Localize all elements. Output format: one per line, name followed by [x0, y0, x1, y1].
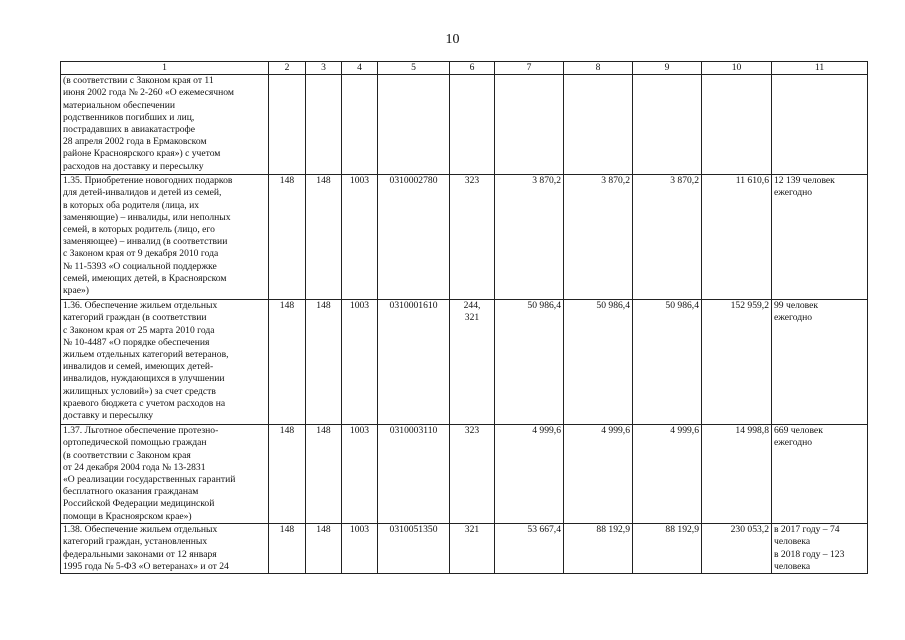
cell-target-article: 0310002780	[378, 175, 450, 300]
cell-result: 99 человек ежегодно	[772, 300, 868, 425]
table-row	[61, 300, 868, 425]
page-number: 10	[445, 32, 460, 47]
cell-admin-code: 148	[269, 300, 306, 425]
col-header-5: 5	[378, 62, 450, 75]
col-header-4: 4	[342, 62, 378, 75]
row-description: 1.38. Обеспечение жильем отдельных категорий граждан, установленных федеральными законами от 12 января 1995 года № 5-ФЗ «О ветеранах» и от 24	[61, 524, 269, 574]
cell-year-1: 50 986,4	[495, 300, 564, 425]
cell-admin-code: 148	[269, 425, 306, 524]
cell-grbs: 148	[306, 175, 342, 300]
cell-result: 12 139 человек ежегодно	[772, 175, 868, 300]
cell-year-3: 3 870,2	[633, 175, 702, 300]
row-description: 1.37. Льготное обеспечение протезно- ортопедической помощью граждан (в соответствии с Законом края от 24 декабря 2004 года № 13-2831 «О реализации государственных гарантий бесплатного оказания гражданам Российской Федерации медицинской помощи в Красноярском крае»)	[61, 425, 269, 524]
cell-admin-code: 148	[269, 175, 306, 300]
cell-total: 152 959,2	[702, 300, 772, 425]
cell-expense-type: 321	[450, 524, 495, 574]
col-header-11: 11	[772, 62, 868, 75]
cell-grbs: 148	[306, 524, 342, 574]
table-row	[61, 524, 868, 574]
col-header-6: 6	[450, 62, 495, 75]
cell-year-1: 3 870,2	[495, 175, 564, 300]
cell-target-article: 0310001610	[378, 300, 450, 425]
cell-total: 14 998,8	[702, 425, 772, 524]
cell-target-article: 0310003110	[378, 425, 450, 524]
header-row	[61, 62, 868, 75]
col-header-2: 2	[269, 62, 306, 75]
cell-year-3: 50 986,4	[633, 300, 702, 425]
col-header-1: 1	[61, 62, 269, 75]
cell-admin-code: 148	[269, 524, 306, 574]
row-description: (в соответствии с Законом края от 11 июня 2002 года № 2-260 «О ежемесячном материальном обеспечении родственников погибших и лиц, пострадавших в авиакатастрофе 28 апреля 2002 года в Ермаковском районе Красноярского края») с учетом расходов на доставку и пересылку	[61, 75, 269, 175]
col-header-3: 3	[306, 62, 342, 75]
cell-expense-type: 323	[450, 175, 495, 300]
cell-section: 1003	[342, 300, 378, 425]
cell-expense-type: 323	[450, 425, 495, 524]
row-description: 1.36. Обеспечение жильем отдельных категорий граждан (в соответствии с Законом края от 25 марта 2010 года № 10-4487 «О порядке обеспечения жильем отдельных категорий ветеранов, инвалидов и семей, имеющих детей- инвалидов, нуждающихся в улучшении жилищных условий») за счет средств краевого бюджета с учетом расходов на доставку и пересылку	[61, 300, 269, 425]
cell-result: 669 человек ежегодно	[772, 425, 868, 524]
col-header-10: 10	[702, 62, 772, 75]
cell-section: 1003	[342, 175, 378, 300]
row-description: 1.35. Приобретение новогодних подарков для детей-инвалидов и детей из семей, в которых оба родителя (лица, их заменяющие) – инвалиды, или неполных семей, в которых родитель (лицо, его заменяющее) – инвалид (в соответствии с Законом края от 9 декабря 2010 года № 11-5393 «О социальной поддержке семей, имеющих детей, в Красноярском крае»)	[61, 175, 269, 300]
col-header-7: 7	[495, 62, 564, 75]
cell-year-1: 53 667,4	[495, 524, 564, 574]
cell-expense-type: 244, 321	[450, 300, 495, 425]
cell-grbs: 148	[306, 425, 342, 524]
cell-year-1: 4 999,6	[495, 425, 564, 524]
cell-year-3: 4 999,6	[633, 425, 702, 524]
table-row	[61, 175, 868, 300]
cell-target-article: 0310051350	[378, 524, 450, 574]
col-header-8: 8	[564, 62, 633, 75]
cell-total: 11 610,6	[702, 175, 772, 300]
cell-section: 1003	[342, 524, 378, 574]
cell-section: 1003	[342, 425, 378, 524]
cell-total: 230 053,2	[702, 524, 772, 574]
table-row-continuation	[61, 75, 868, 175]
budget-table	[60, 61, 868, 574]
cell-year-3: 88 192,9	[633, 524, 702, 574]
cell-result: в 2017 году – 74 человека в 2018 году – 123 человека	[772, 524, 868, 574]
cell-year-2: 50 986,4	[564, 300, 633, 425]
cell-year-2: 3 870,2	[564, 175, 633, 300]
cell-year-2: 88 192,9	[564, 524, 633, 574]
cell-year-2: 4 999,6	[564, 425, 633, 524]
col-header-9: 9	[633, 62, 702, 75]
cell-grbs: 148	[306, 300, 342, 425]
table-row	[61, 425, 868, 524]
